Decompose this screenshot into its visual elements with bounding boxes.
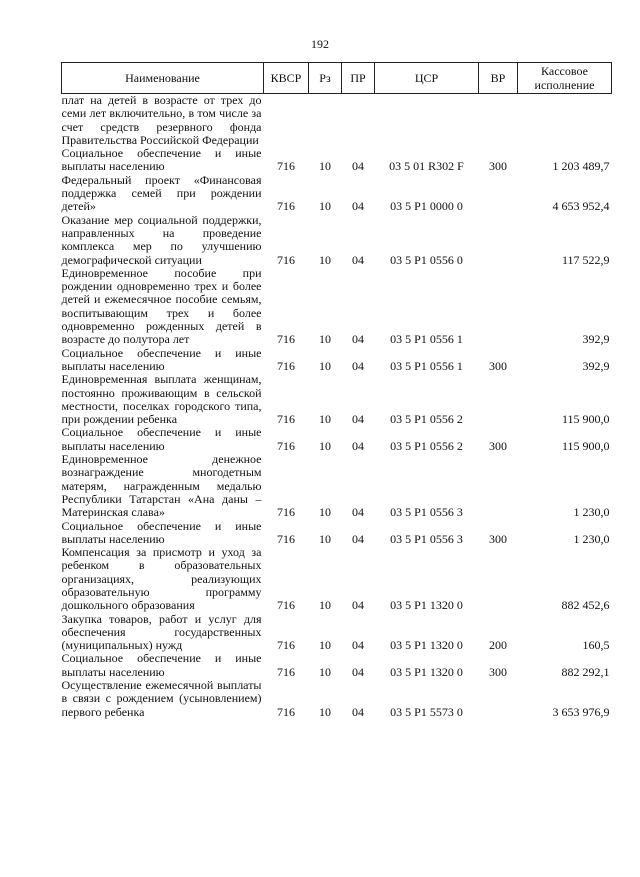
cell-kvsr: 716 [277, 531, 295, 546]
table-row [62, 520, 612, 547]
cell-pr: 04 [352, 332, 364, 347]
cell-pr [342, 94, 375, 148]
cell-rz: 10 [319, 704, 331, 719]
cell-vr: 200 [489, 638, 507, 653]
header-csr: ЦСР [375, 63, 479, 94]
cell-amount: 882 452,6 [561, 598, 610, 613]
cell-pr: 04 [352, 438, 364, 453]
cell-kvsr [264, 94, 309, 148]
header-kvsr: КВСР [264, 63, 309, 94]
table-row [62, 679, 612, 719]
cell-csr: 03 5 01 R302 F [389, 159, 464, 174]
table-row [62, 373, 612, 426]
cell-csr: 03 5 P1 1320 0 [390, 638, 463, 653]
cell-vr [479, 546, 518, 612]
cell-rz: 10 [319, 598, 331, 613]
cell-name: Единовременная выплата женщинам, постоянно проживающим в сельской местности, поселках городского типа, при рождении ребенка [61, 372, 262, 427]
cell-amount: 392,9 [582, 358, 610, 373]
cell-pr: 04 [352, 664, 364, 679]
cell-name: Социальное обеспечение и иные выплаты населению [61, 651, 262, 679]
cell-rz: 10 [319, 199, 331, 214]
budget-table [61, 62, 612, 719]
cell-csr: 03 5 P1 0000 0 [390, 199, 463, 214]
cell-name: Социальное обеспечение и иные выплаты населению [61, 146, 262, 174]
cell-amount: 115 900,0 [561, 412, 610, 427]
header-pr: ПР [342, 63, 375, 94]
cell-vr [479, 679, 518, 719]
table-row [62, 347, 612, 374]
cell-name: Социальное обеспечение и иные выплаты населению [61, 518, 262, 546]
cell-pr: 04 [352, 638, 364, 653]
table-row [62, 613, 612, 653]
cell-vr: 300 [489, 358, 507, 373]
cell-vr [479, 453, 518, 519]
cell-pr: 04 [352, 358, 364, 373]
cell-name: Федеральный проект «Финансовая поддержка семей при рождении детей» [61, 172, 262, 214]
cell-vr [479, 174, 518, 214]
cell-name: Компенсация за присмотр и уход за ребенком в образовательных организациях, реализующих образовательную программу дошкольного образования [61, 545, 262, 613]
table-row [62, 94, 612, 148]
cell-amount: 115 900,0 [561, 438, 610, 453]
cell-amount: 117 522,9 [561, 252, 610, 267]
cell-csr [375, 94, 479, 148]
cell-amount [518, 94, 612, 148]
cell-csr: 03 5 P1 0556 3 [390, 505, 463, 520]
cell-csr: 03 5 P1 1320 0 [390, 598, 463, 613]
table-row [62, 453, 612, 519]
table-row [62, 652, 612, 679]
cell-csr: 03 5 P1 0556 3 [390, 531, 463, 546]
cell-rz: 10 [319, 664, 331, 679]
cell-kvsr: 716 [277, 505, 295, 520]
cell-vr: 300 [489, 438, 507, 453]
cell-rz: 10 [319, 505, 331, 520]
cell-amount: 3 653 976,9 [552, 704, 610, 719]
cell-rz: 10 [319, 159, 331, 174]
cell-kvsr: 716 [277, 638, 295, 653]
header-name: Наименование [62, 63, 264, 94]
cell-kvsr: 716 [277, 199, 295, 214]
cell-rz [309, 94, 342, 148]
cell-vr: 300 [489, 531, 507, 546]
cell-rz: 10 [319, 358, 331, 373]
cell-rz: 10 [319, 531, 331, 546]
table-body [62, 94, 612, 719]
cell-amount: 4 653 952,4 [552, 199, 610, 214]
cell-csr: 03 5 P1 0556 1 [390, 332, 463, 347]
cell-pr: 04 [352, 159, 364, 174]
table-row [62, 214, 612, 267]
cell-kvsr: 716 [277, 252, 295, 267]
cell-csr: 03 5 P1 5573 0 [390, 704, 463, 719]
cell-csr: 03 5 P1 0556 2 [390, 412, 463, 427]
cell-amount: 1 230,0 [573, 505, 610, 520]
cell-csr: 03 5 P1 1320 0 [390, 664, 463, 679]
cell-vr: 300 [489, 664, 507, 679]
cell-kvsr: 716 [277, 664, 295, 679]
cell-pr: 04 [352, 252, 364, 267]
cell-rz: 10 [319, 638, 331, 653]
cell-pr: 04 [352, 598, 364, 613]
cell-vr [479, 373, 518, 426]
cell-kvsr: 716 [277, 332, 295, 347]
cell-pr: 04 [352, 531, 364, 546]
cell-vr [479, 214, 518, 267]
cell-pr: 04 [352, 199, 364, 214]
page-number: 192 [311, 37, 329, 51]
cell-name: Единовременное пособие при рождении одновременно трех и более детей и ежемесячное пособие семьям, воспитывающим трех и более одновременно рожденных детей в возрасте до полутора лет [61, 265, 262, 347]
cell-kvsr: 716 [277, 358, 295, 373]
cell-pr: 04 [352, 704, 364, 719]
cell-csr: 03 5 P1 0556 2 [390, 438, 463, 453]
cell-name: Социальное обеспечение и иные выплаты населению [61, 425, 262, 453]
cell-rz: 10 [319, 332, 331, 347]
cell-kvsr: 716 [277, 598, 295, 613]
cell-vr [479, 267, 518, 347]
table-header [62, 63, 612, 94]
cell-vr [479, 94, 518, 148]
cell-name: Социальное обеспечение и иные выплаты населению [61, 345, 262, 373]
cell-vr: 300 [489, 159, 507, 174]
cell-name: Единовременное денежное вознаграждение многодетным матерям, награжденным медалью Республики Татарстан «Ана даны – Материнская слава» [61, 452, 262, 520]
cell-csr: 03 5 P1 0556 1 [390, 358, 463, 373]
table-row [62, 426, 612, 453]
cell-amount: 1 230,0 [573, 531, 610, 546]
cell-rz: 10 [319, 252, 331, 267]
cell-rz: 10 [319, 412, 331, 427]
cell-amount: 1 203 489,7 [552, 159, 610, 174]
header-rz: Рз [309, 63, 342, 94]
header-amount: Кассовое исполнение [518, 63, 612, 94]
cell-amount: 882 292,1 [561, 664, 610, 679]
header-vr: ВР [479, 63, 518, 94]
table-row [62, 546, 612, 612]
cell-name: Осуществление ежемесячной выплаты в связи с рождением (усыновлением) первого ребенка [61, 678, 262, 719]
cell-pr: 04 [352, 505, 364, 520]
cell-kvsr: 716 [277, 159, 295, 174]
cell-kvsr: 716 [277, 412, 295, 427]
cell-kvsr: 716 [277, 438, 295, 453]
cell-rz: 10 [319, 438, 331, 453]
cell-csr: 03 5 P1 0556 0 [390, 252, 463, 267]
table-row [62, 174, 612, 214]
cell-kvsr: 716 [277, 704, 295, 719]
cell-amount: 160,5 [582, 638, 610, 653]
cell-name: Оказание мер социальной поддержки, направленных на проведение комплекса мер по улучшению демографической ситуации [61, 212, 262, 267]
cell-name: плат на детей в возрасте от трех до семи лет включительно, в том числе за счет средств резервного фонда Правительства Российской Федерации [61, 93, 262, 147]
cell-amount: 392,9 [582, 332, 610, 347]
table-row [62, 147, 612, 174]
cell-pr: 04 [352, 412, 364, 427]
cell-name: Закупка товаров, работ и услуг для обеспечения государственных (муниципальных) нужд [61, 611, 262, 653]
table-row [62, 267, 612, 347]
